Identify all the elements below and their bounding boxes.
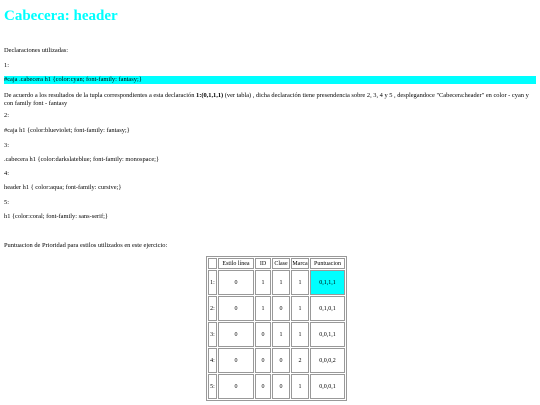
cell-id: 1 (255, 296, 271, 321)
header-cell-id: ID (255, 258, 271, 269)
table-row (208, 270, 345, 295)
cell-puntuacion: 0,0,0,2 (310, 348, 345, 373)
cell-estilo-linea: 0 (218, 348, 254, 373)
declaration-label-1: 1: (4, 62, 9, 69)
cell-marca: 1 (291, 270, 309, 295)
declaration-rule-4: header h1 { color:aqua; font-family: cursive;} (4, 184, 122, 191)
declaration-rule-2: #caja h1 {color:blueviolet; font-family: fantasy;} (4, 127, 130, 134)
cell-estilo-linea: 0 (218, 322, 254, 347)
cell-clase: 0 (272, 348, 290, 373)
cell-estilo-linea: 0 (218, 374, 254, 399)
cell-clase: 1 (272, 322, 290, 347)
row-label: 4: (208, 348, 217, 373)
cell-estilo-linea: 0 (218, 296, 254, 321)
header-cell-clase: Clase (272, 258, 290, 269)
cell-puntuacion: 0,1,0,1 (310, 296, 345, 321)
table-row (208, 348, 345, 373)
table-row (208, 374, 345, 399)
explanation-tuple: 1:(0,1,1,1) (196, 92, 224, 99)
row-label: 1: (208, 270, 217, 295)
header-cell-marca: Marca (291, 258, 309, 269)
declaration-rule-3: .cabecera h1 {color:darkslateblue; font-family: monospace;} (4, 156, 160, 163)
cell-puntuacion: 0,0,1,1 (310, 322, 345, 347)
row-label: 3: (208, 322, 217, 347)
table-row (208, 296, 345, 321)
cell-puntuacion: 0,0,0,1 (310, 374, 345, 399)
table-header-row (208, 258, 345, 269)
cell-marca: 1 (291, 296, 309, 321)
declaration-label-2: 2: (4, 112, 9, 119)
priority-table (206, 256, 347, 401)
cell-clase: 0 (272, 296, 290, 321)
declaration-label-4: 4: (4, 170, 9, 177)
cell-id: 0 (255, 322, 271, 347)
row-label: 2: (208, 296, 217, 321)
cell-id: 1 (255, 270, 271, 295)
explanation-paragraph (4, 92, 534, 108)
row-label: 5: (208, 374, 217, 399)
header-cell-corner (208, 258, 217, 269)
cell-marca: 1 (291, 322, 309, 347)
cell-marca: 2 (291, 348, 309, 373)
cell-marca: 1 (291, 374, 309, 399)
explanation-text-after: (ver tabla) , dicha declaración tiene presendencia sobre 2, 3, 4 y 5 , desplegandoce "Cabecera:header" en color - cyan y con family font - fantasy (4, 92, 529, 107)
declaration-label-3: 3: (4, 142, 9, 149)
declaration-rule-1: #caja .cabecera h1 {color:cyan; font-family: fantasy;} (4, 76, 536, 84)
declaration-label-5: 5: (4, 199, 9, 206)
cell-puntuacion-winner: 0,1,1,1 (310, 270, 345, 295)
cell-clase: 0 (272, 374, 290, 399)
cell-id: 0 (255, 348, 271, 373)
table-row (208, 322, 345, 347)
declarations-heading: Declaraciones utilizadas: (4, 47, 69, 54)
cell-clase: 1 (272, 270, 290, 295)
header-cell-puntuacion: Puntuacion (310, 258, 345, 269)
cell-estilo-linea: 0 (218, 270, 254, 295)
score-heading: Puntuacion de Prioridad para estilos utilizados en este ejercicio: (4, 242, 168, 249)
explanation-text-before: De acuerdo a los resultados de la tupla correspondientes a esta declaración (4, 92, 196, 99)
header-cell-estilo-linea: Estilo línea (218, 258, 254, 269)
page-title: Cabecera: header (4, 8, 118, 24)
declaration-rule-5: h1 {color:coral; font-family: sans-serif;} (4, 213, 108, 220)
cell-id: 0 (255, 374, 271, 399)
